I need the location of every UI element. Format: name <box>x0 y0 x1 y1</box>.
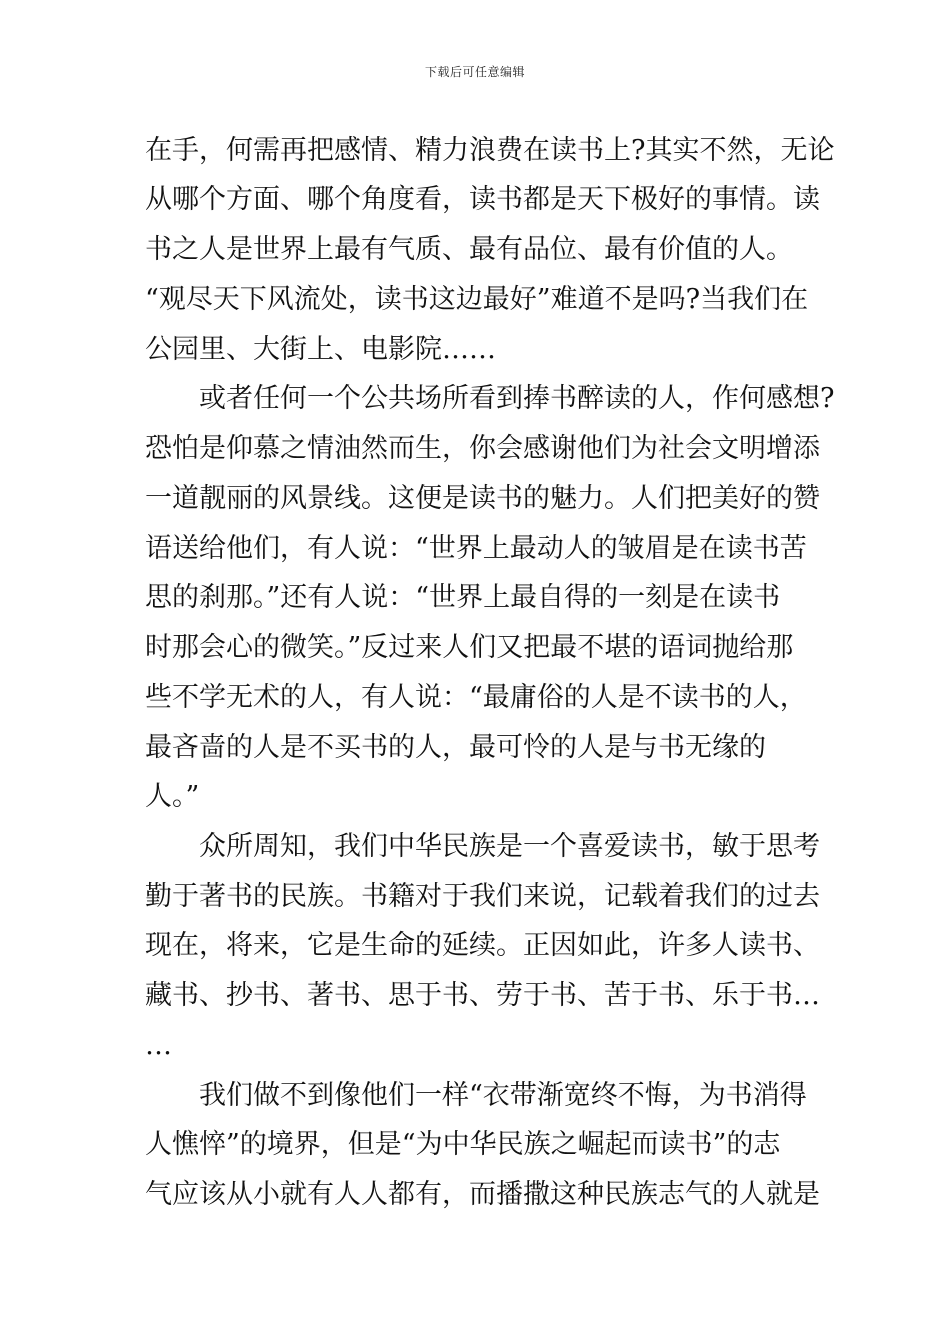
body-line: 在手，何需再把感情、精力浪费在读书上?其实不然，无论 <box>145 135 835 166</box>
body-line: 现在，将来，它是生命的延续。正因如此，许多人读书、 <box>145 930 820 961</box>
body-line: 一道靓丽的风景线。这便是读书的魅力。人们把美好的赞 <box>145 483 820 514</box>
body-line: 人憔悴”的境界，但是“为中华民族之崛起而读书”的志 <box>145 1129 781 1160</box>
page-header: 下载后可任意编辑 <box>424 65 525 79</box>
body-line: 众所周知，我们中华民族是一个喜爱读书，敏于思考 <box>199 831 820 862</box>
body-line: 气应该从小就有人人都有，而播撒这种民族志气的人就是 <box>145 1179 820 1210</box>
body-line: 藏书、抄书、著书、思于书、劳于书、苦于书、乐于书… <box>145 980 820 1011</box>
body-line: 人。” <box>145 781 200 812</box>
body-line: 些不学无术的人，有人说：“最庸俗的人是不读书的人， <box>145 682 807 713</box>
body-line: 时那会心的微笑。”反过来人们又把最不堪的语词抛给那 <box>145 632 794 663</box>
body-line: “观尽天下风流处，读书这边最好”难道不是吗?当我们在 <box>145 284 809 315</box>
body-line: 最吝啬的人是不买书的人，最可怜的人是与书无缘的 <box>145 732 766 763</box>
body-line: 语送给他们，有人说：“世界上最动人的皱眉是在读书苦 <box>145 533 807 564</box>
body-line: 勤于著书的民族。书籍对于我们来说，记载着我们的过去 <box>145 881 820 912</box>
body-line: 公园里、大街上、电影院…… <box>145 334 496 365</box>
body-line: 书之人是世界上最有气质、最有品位、最有价值的人。 <box>145 234 793 265</box>
body-line: 思的刹那。”还有人说：“世界上最自得的一刻是在读书 <box>145 582 781 613</box>
body-line: 或者任何一个公共场所看到捧书醉读的人，作何感想? <box>199 383 835 414</box>
body-line: 从哪个方面、哪个角度看，读书都是天下极好的事情。读 <box>145 184 820 215</box>
body-line: 我们做不到像他们一样“衣带渐宽终不悔，为书消得 <box>199 1080 807 1111</box>
body-line: 恐怕是仰慕之情油然而生，你会感谢他们为社会文明增添 <box>145 433 820 464</box>
body-line: … <box>145 1030 172 1061</box>
